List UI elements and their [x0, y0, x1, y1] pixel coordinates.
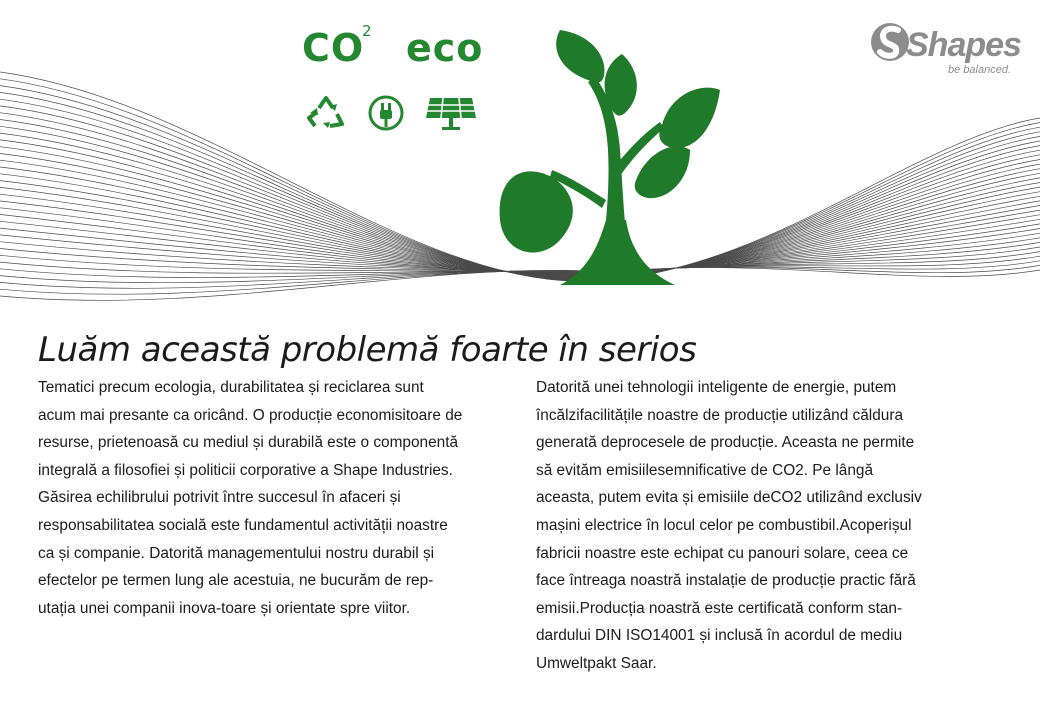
- text-line: integrală a filosofiei și politicii corporative a Shape Industries.: [38, 461, 453, 479]
- logo-wordmark: Shapes: [906, 26, 1021, 64]
- text-line: Umweltpakt Saar.: [536, 654, 657, 672]
- text-line: ca și companie. Datorită managementului nostru durabil și: [38, 544, 435, 562]
- text-line: încălzifacilitățile noastre de producție utilizând căldura: [536, 406, 904, 424]
- recycle-icon: [304, 94, 348, 132]
- eco-label: eco: [406, 26, 484, 70]
- text-line: generată deprocesele de producție. Aceasta ne permite: [536, 434, 915, 452]
- paragraph-left: [38, 374, 516, 622]
- text-line: face întreaga noastră instalație de producție practic fără: [536, 572, 916, 590]
- solar-panel-icon: [424, 94, 468, 132]
- text-line: Tematici precum ecologia, durabilitatea și reciclarea sunt: [38, 379, 424, 396]
- co2-subscript: 2: [362, 22, 372, 40]
- text-line: aceasta, putem evita și emisiile deCO2 utilizând exclusiv: [536, 489, 922, 507]
- text-line: Datorită unei tehnologii inteligente de energie, putem: [536, 379, 897, 396]
- text-line: mașini electrice în locul celor pe combustibil.Acoperișul: [536, 516, 912, 534]
- text-line: resurse, prietenoasă cu mediul și durabilă este o componentă: [38, 434, 459, 452]
- wave-line: [0, 265, 1040, 294]
- text-line: acum mai presante ca oricând. O producție economisitoare de: [38, 406, 463, 424]
- text-line: Găsirea echilibrului potrivit între succesul în afaceri și: [38, 489, 401, 507]
- co2-label: CO: [302, 26, 365, 70]
- brand-logo: [866, 12, 1026, 82]
- text-line: emisii.Producția noastră este certificată conform stan-: [536, 599, 903, 617]
- text-line: responsabilitatea socială este fundamentul activității noastre: [38, 516, 448, 534]
- plant-illustration: [500, 30, 720, 285]
- text-line: efectelor pe termen lung ale acestuia, ne bucurăm de rep-: [38, 572, 434, 590]
- text-line: dardului DIN ISO14001 și inclusă în acordul de mediu: [536, 627, 903, 645]
- text-line: utația unei companii inova-toare și orientate spre viitor.: [38, 599, 411, 617]
- text-line: să evităm emisiilesemnificative de CO2. Pe lângă: [536, 461, 874, 479]
- power-plug-icon: [364, 94, 408, 132]
- wave-line: [0, 247, 1040, 273]
- logo-tagline: be balanced.: [948, 64, 1011, 76]
- text-line: fabricii noastre este echipat cu panouri solare, ceea ce: [536, 544, 909, 562]
- page-title: Luăm această problemă foarte în serios: [38, 330, 697, 370]
- paragraph-right: [536, 374, 976, 678]
